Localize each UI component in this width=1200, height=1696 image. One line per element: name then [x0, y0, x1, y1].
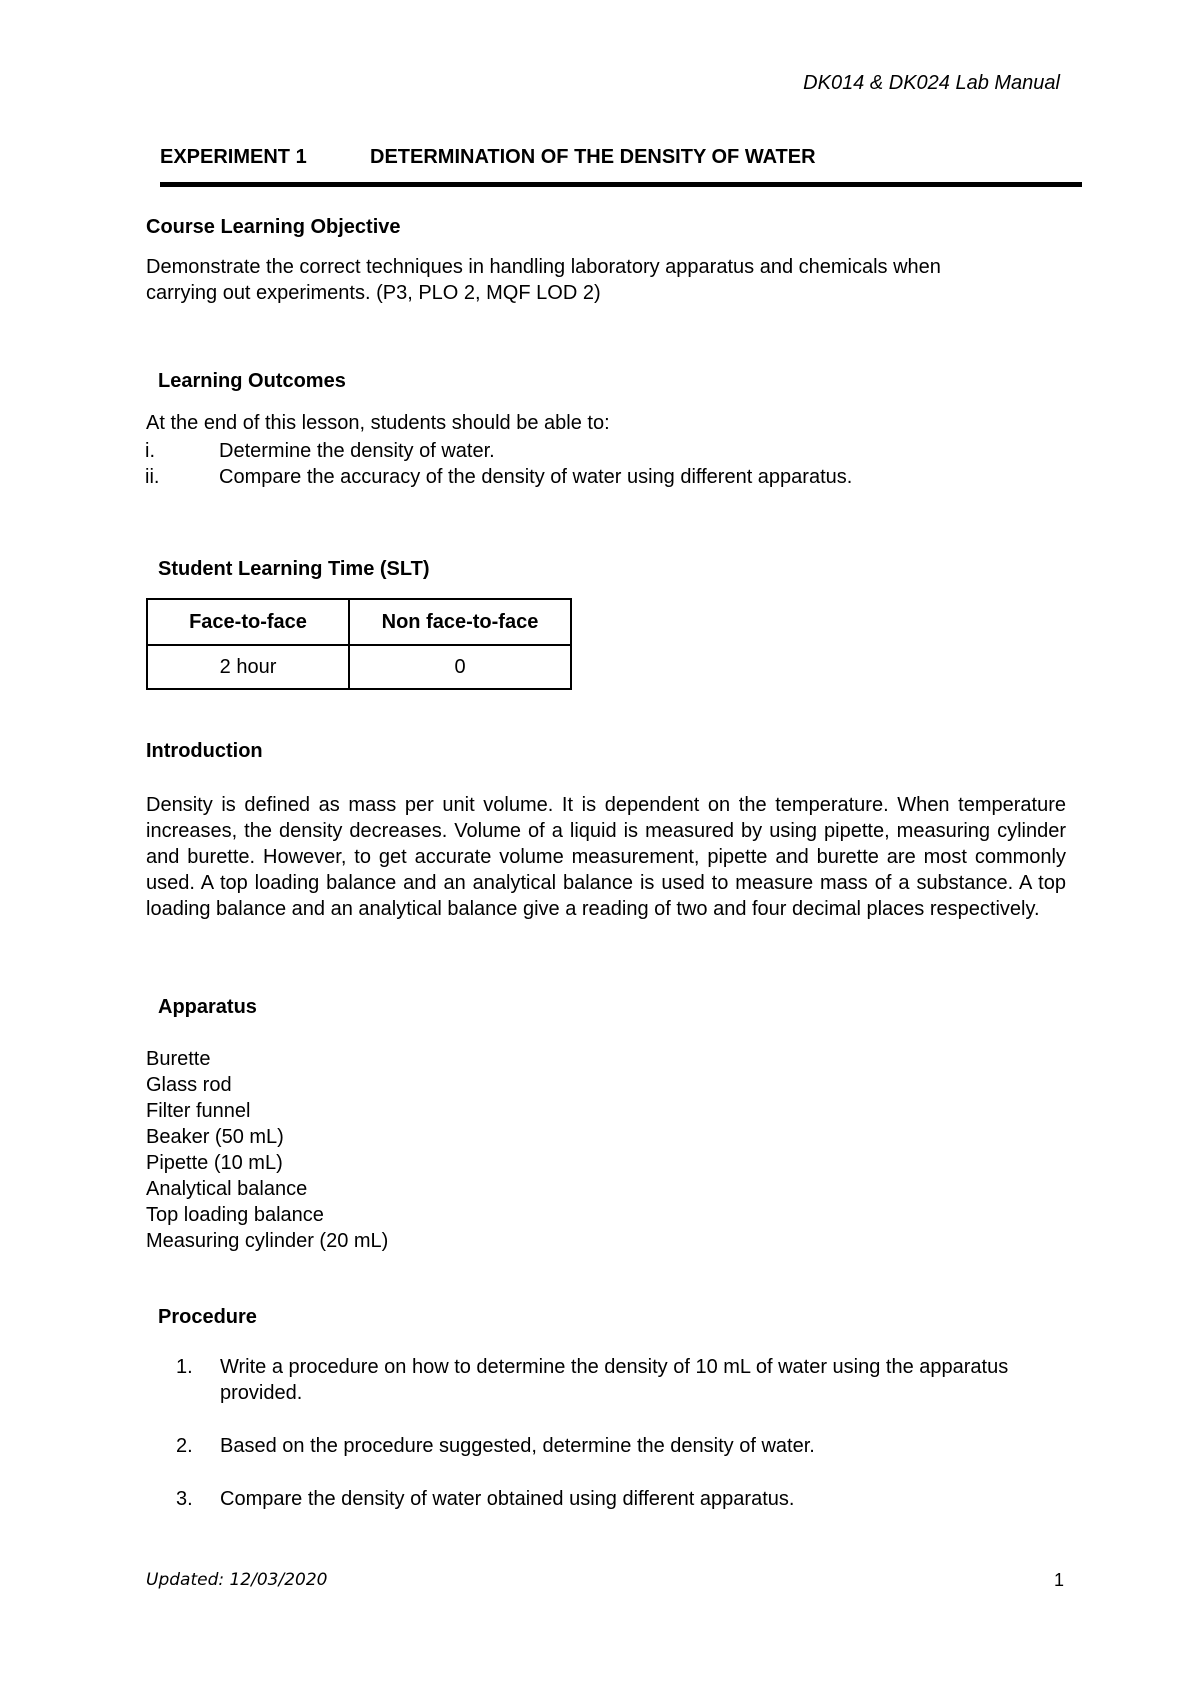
course-objective-line: Demonstrate the correct techniques in handling laboratory apparatus and chemicals when [146, 256, 941, 278]
procedure-list [176, 1354, 1066, 1539]
list-item-number: 1. [176, 1356, 193, 1378]
apparatus-list [146, 1046, 388, 1254]
table-header-cell: Non face-to-face [349, 599, 571, 645]
table-header-cell: Face-to-face [147, 599, 349, 645]
list-item: Measuring cylinder (20 mL) [146, 1230, 389, 1252]
list-item [145, 464, 852, 490]
course-objective-text [146, 254, 941, 306]
list-item [145, 438, 852, 464]
learning-outcomes-heading: Learning Outcomes [158, 370, 346, 392]
list-item-number: ii. [145, 466, 160, 488]
updated-date: Updated: 12/03/2020 [146, 1570, 328, 1590]
procedure-heading: Procedure [158, 1306, 257, 1328]
list-item-text: Compare the density of water obtained using different apparatus. [220, 1488, 795, 1510]
list-item: Glass rod [146, 1074, 232, 1096]
manual-header: DK014 & DK024 Lab Manual [803, 72, 1060, 94]
list-item [176, 1433, 1066, 1459]
learning-outcomes-intro: At the end of this lesson, students should be able to: [146, 412, 610, 434]
list-item-number: 3. [176, 1488, 193, 1510]
list-item [176, 1354, 1066, 1406]
learning-outcomes-list [145, 438, 852, 490]
list-item-number: i. [145, 440, 155, 462]
experiment-title [160, 146, 816, 169]
title-divider [160, 182, 1082, 187]
list-item-number: 2. [176, 1435, 193, 1457]
table-cell: 2 hour [147, 645, 349, 689]
list-item: Filter funnel [146, 1100, 251, 1122]
introduction-text: Density is defined as mass per unit volume. It is dependent on the temperature. When temperature increases, the density decreases. Volume of a liquid is measured by using pipette, measuring cylinder and burette. However, to get accurate volume measurement, pipette and burette are most commonly used. A top loading balance and an analytical balance is used to measure mass of a substance. A top loading balance and an analytical balance give a reading of two and four decimal places respectively. [146, 794, 1066, 920]
list-item-text: Compare the accuracy of the density of water using different apparatus. [219, 466, 853, 488]
list-item-text: Write a procedure on how to determine the density of 10 mL of water using the apparatus provided. [220, 1356, 1009, 1404]
apparatus-heading: Apparatus [158, 996, 257, 1018]
table-cell: 0 [349, 645, 571, 689]
introduction-heading: Introduction [146, 740, 263, 762]
slt-heading: Student Learning Time (SLT) [158, 558, 430, 580]
slt-table [146, 598, 572, 690]
list-item: Pipette (10 mL) [146, 1152, 283, 1174]
list-item-text: Determine the density of water. [219, 440, 495, 462]
experiment-name: DETERMINATION OF THE DENSITY OF WATER [370, 146, 816, 168]
course-objective-line: carrying out experiments. (P3, PLO 2, MQF LOD 2) [146, 282, 601, 304]
list-item-text: Based on the procedure suggested, determine the density of water. [220, 1435, 815, 1457]
page-number: 1 [1053, 1570, 1064, 1590]
list-item: Burette [146, 1048, 211, 1070]
course-objective-heading: Course Learning Objective [146, 216, 401, 238]
experiment-number: EXPERIMENT 1 [160, 146, 307, 168]
list-item: Analytical balance [146, 1178, 308, 1200]
table-header-row [147, 599, 571, 645]
list-item: Beaker (50 mL) [146, 1126, 284, 1148]
list-item [176, 1486, 1066, 1512]
list-item: Top loading balance [146, 1204, 324, 1226]
table-row [147, 645, 571, 689]
